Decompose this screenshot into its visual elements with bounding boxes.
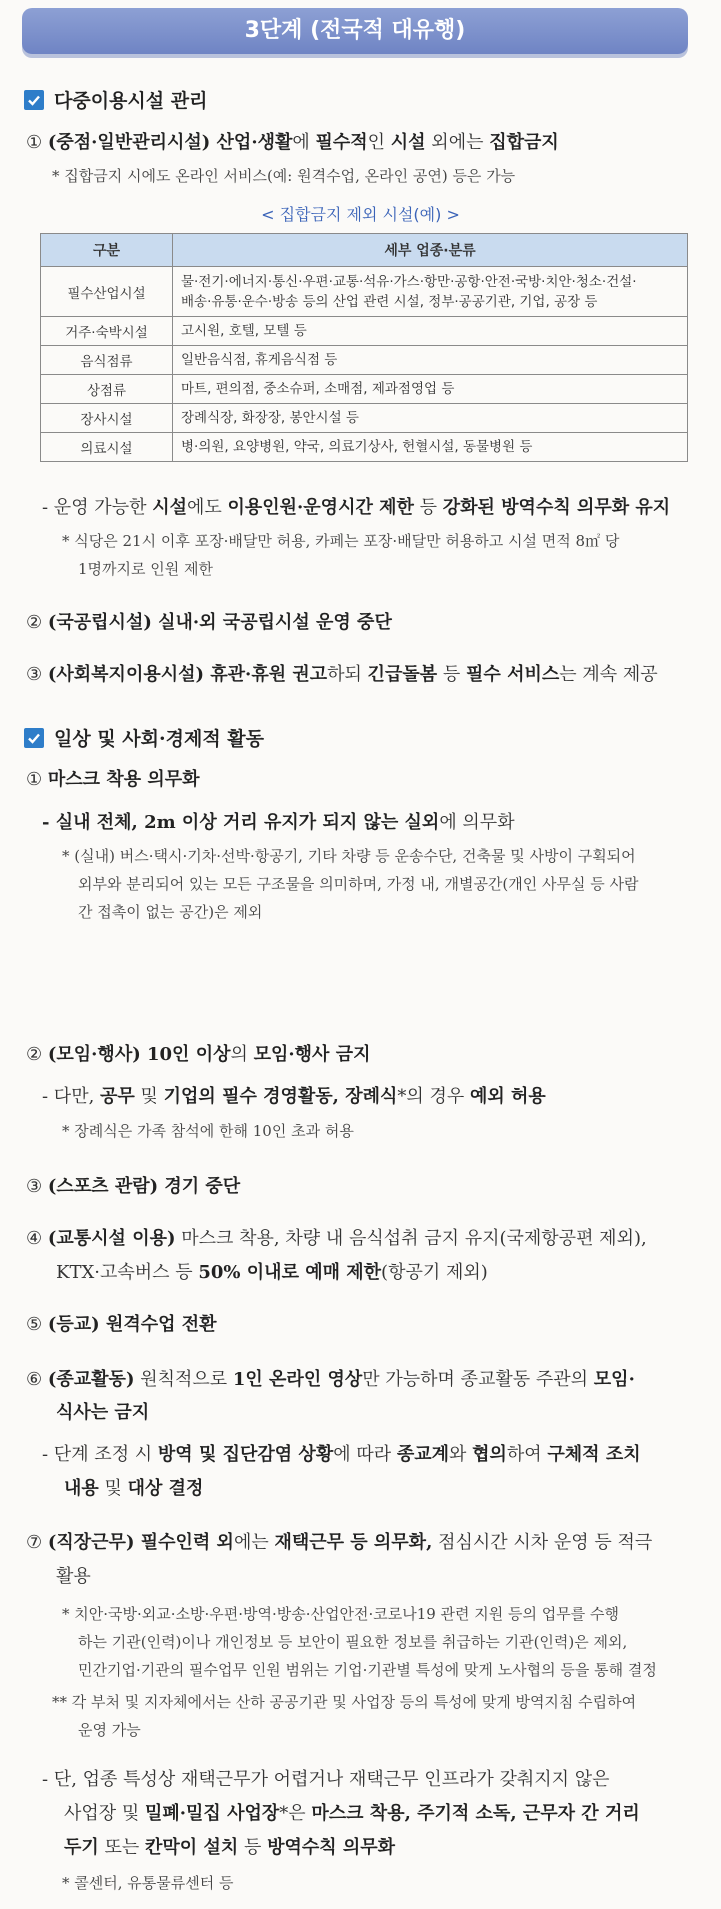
- dash-item-continued: 내용 및 대상 결정: [64, 1478, 204, 1499]
- table-cell-category: 장사시설: [41, 404, 173, 433]
- section-banner: 3단계 (전국적 대유행): [22, 8, 688, 54]
- table-row: [41, 317, 688, 346]
- item-3: ③ (사회복지이용시설) 휴관·휴원 권고하되 긴급돌봄 등 필수 서비스는 계속 제공: [26, 664, 658, 685]
- item-7-continued: 활용: [56, 1566, 91, 1587]
- item-3: ③ (스포츠 관람) 경기 중단: [26, 1176, 241, 1197]
- table-cell-detail: 장례식장, 화장장, 봉안시설 등: [173, 404, 688, 433]
- note: 간 접촉이 없는 공간)은 제외: [78, 903, 263, 921]
- table-row: [41, 346, 688, 375]
- note: * 식당은 21시 이후 포장·배달만 허용, 카페는 포장·배달만 허용하고 시설 면적 8㎡ 당: [62, 532, 620, 550]
- item-1: ① (중점·일반관리시설) 산업·생활에 필수적인 시설 외에는 집합금지: [26, 132, 559, 153]
- item-5: ⑤ (등교) 원격수업 전환: [26, 1314, 217, 1335]
- column-header: 구분: [41, 234, 173, 267]
- note: 하는 기관(인력)이나 개인정보 등 보안이 필요한 정보를 취급하는 기관(인력)은 제외,: [78, 1633, 628, 1651]
- dash-item-continued: 사업장 및 밀폐·밀집 사업장*은 마스크 착용, 주기적 소독, 근무자 간 거리: [64, 1803, 640, 1824]
- note: * 장례식은 가족 참석에 한해 10인 초과 허용: [62, 1122, 354, 1140]
- note: * 콜센터, 유통물류센터 등: [62, 1874, 234, 1892]
- table-cell-category: 상점류: [41, 375, 173, 404]
- section-header-daily-activities: [24, 724, 264, 751]
- table-row: [41, 404, 688, 433]
- dash-item: - 운영 가능한 시설에도 이용인원·운영시간 제한 등 강화된 방역수칙 의무화 유지: [42, 497, 671, 518]
- dash-item: - 단계 조정 시 방역 및 집단감염 상황에 따라 종교계와 협의하여 구체적 조치: [42, 1444, 641, 1465]
- column-header: 세부 업종·분류: [173, 234, 688, 267]
- item-1: ① 마스크 착용 의무화: [26, 769, 200, 790]
- table-cell-detail: 일반음식점, 휴게음식점 등: [173, 346, 688, 375]
- item-2: ② (모임·행사) 10인 이상의 모임·행사 금지: [26, 1044, 371, 1065]
- section-title: 다중이용시설 관리: [54, 90, 208, 112]
- note: * (실내) 버스·택시·기차·선박·항공기, 기타 차량 등 운송수단, 건축물 및 사방이 구획되어: [62, 847, 636, 865]
- table-caption: < 집합금지 제외 시설(예) >: [261, 205, 460, 224]
- dash-item: - 단, 업종 특성상 재택근무가 어렵거나 재택근무 인프라가 갖춰지지 않은: [42, 1769, 610, 1790]
- checkbox-icon: [24, 90, 44, 110]
- table-cell-detail: 고시원, 호텔, 모텔 등: [173, 317, 688, 346]
- item-6: ⑥ (종교활동) 원칙적으로 1인 온라인 영상만 가능하며 종교활동 주관의 모임·: [26, 1369, 635, 1390]
- dash-item: - 실내 전체, 2m 이상 거리 유지가 되지 않는 실외에 의무화: [42, 812, 515, 833]
- table-row: [41, 433, 688, 462]
- table-cell-detail: 병·의원, 요양병원, 약국, 의료기상사, 헌혈시설, 동물병원 등: [173, 433, 688, 462]
- table-cell-category: 의료시설: [41, 433, 173, 462]
- note: 운영 가능: [78, 1721, 141, 1739]
- note: ** 각 부처 및 지자체에서는 산하 공공기관 및 사업장 등의 특성에 맞게 방역지침 수립하여: [52, 1693, 637, 1711]
- table-cell-category: 음식점류: [41, 346, 173, 375]
- table-cell-category: 거주·숙박시설: [41, 317, 173, 346]
- note: * 치안·국방·외교·소방·우편·방역·방송·산업안전·코로나19 관련 지원 등의 업무를 수행: [62, 1605, 620, 1623]
- item-4: ④ (교통시설 이용) 마스크 착용, 차량 내 음식섭취 금지 유지(국제항공편 제외),: [26, 1228, 647, 1249]
- section-title: 일상 및 사회·경제적 활동: [54, 728, 264, 750]
- table-row: [41, 267, 688, 317]
- item-4-continued: KTX·고속버스 등 50% 이내로 예매 제한(항공기 제외): [56, 1262, 488, 1283]
- section-header-facilities: [24, 86, 207, 113]
- table-cell-category: 필수산업시설: [41, 267, 173, 317]
- item-2: ② (국공립시설) 실내·외 국공립시설 운영 중단: [26, 612, 392, 633]
- table-cell-detail: 물·전기·에너지·통신·우편·교통·석유·가스·항만·공항·안전·국방·치안·청소·건설· 배송·유통·운수·방송 등의 산업 관련 시설, 정부·공공기관, 기업, 공장 등: [173, 267, 688, 317]
- table-header-row: [41, 234, 688, 267]
- item-6-continued: 식사는 금지: [56, 1402, 150, 1423]
- exempt-facilities-table: [40, 233, 688, 462]
- checkbox-icon: [24, 728, 44, 748]
- note: 1명까지로 인원 제한: [78, 560, 214, 578]
- table-cell-detail: 마트, 편의점, 중소슈퍼, 소매점, 제과점영업 등: [173, 375, 688, 404]
- table-row: [41, 375, 688, 404]
- dash-item-continued: 두기 또는 칸막이 설치 등 방역수칙 의무화: [64, 1837, 396, 1858]
- item-7: ⑦ (직장근무) 필수인력 외에는 재택근무 등 의무화, 점심시간 시차 운영 등 적극: [26, 1532, 653, 1553]
- note: * 집합금지 시에도 온라인 서비스(예: 원격수업, 온라인 공연) 등은 가능: [52, 167, 516, 185]
- note: 외부와 분리되어 있는 모든 구조물을 의미하며, 가정 내, 개별공간(개인 사무실 등 사람: [78, 875, 639, 893]
- note: 민간기업·기관의 필수업무 인원 범위는 기업·기관별 특성에 맞게 노사협의 등을 통해 결정: [78, 1661, 657, 1679]
- dash-item: - 다만, 공무 및 기업의 필수 경영활동, 장례식*의 경우 예외 허용: [42, 1086, 546, 1107]
